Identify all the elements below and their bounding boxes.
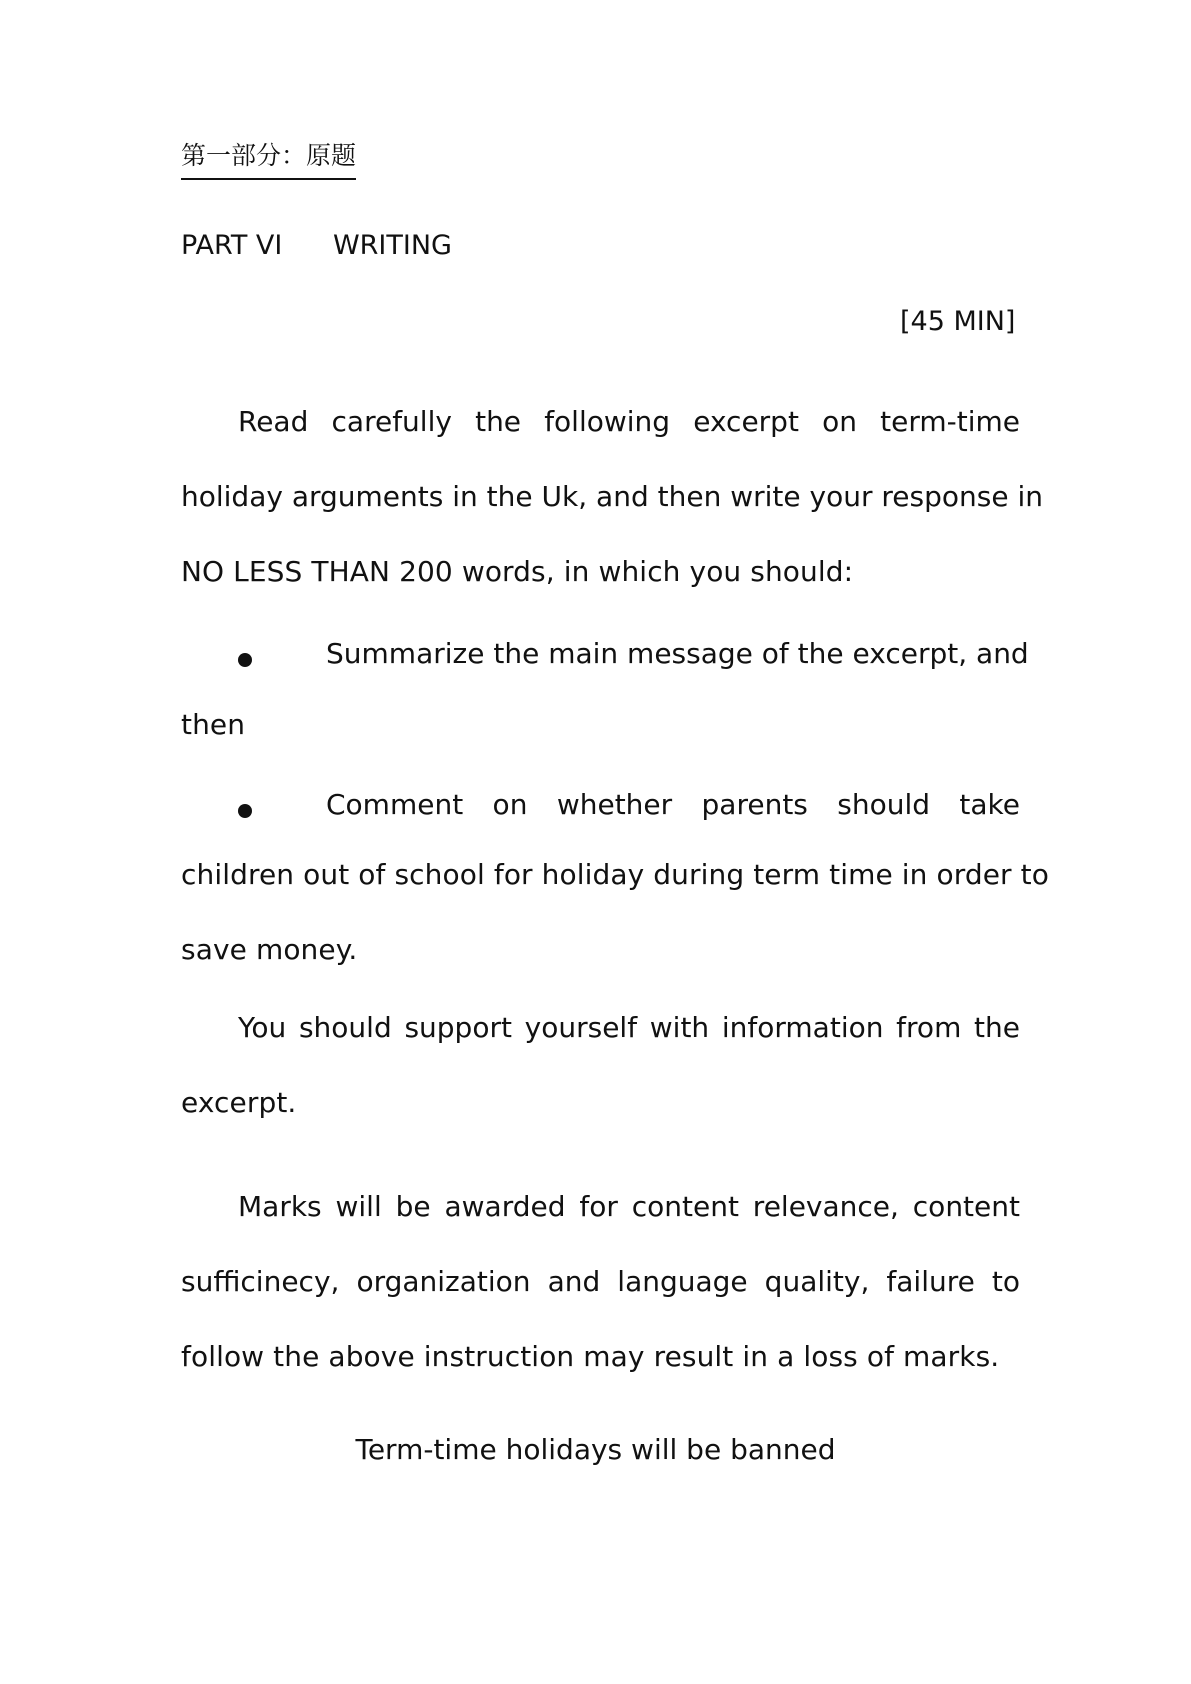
marks-line-2: sufficinecy, organization and language quality, failure to — [181, 1265, 1020, 1298]
bullet-text-line-2: then — [181, 708, 246, 741]
support-line-1: You should support yourself with information from the — [238, 1011, 1020, 1044]
bullet-text-line-3: save money. — [181, 933, 358, 966]
section-heading: 第一部分：原题 — [181, 136, 356, 180]
part-label: PART VI — [181, 230, 283, 261]
instructions-line-1: Read carefully the following excerpt on term-time — [238, 405, 1020, 438]
marks-line-1: Marks will be awarded for content relevance, content — [238, 1190, 1020, 1223]
bullet-text-line-1: Summarize the main message of the excerpt, and — [326, 637, 1029, 670]
instructions-line-3: NO LESS THAN 200 words, in which you should: — [181, 555, 854, 588]
article-title: Term-time holidays will be banned — [355, 1433, 836, 1466]
bullet-text-line-1: Comment on whether parents should take — [326, 788, 1020, 821]
bullet-text-line-2: children out of school for holiday during term time in order to — [181, 858, 1049, 891]
time-limit: [45 MIN] — [900, 306, 1016, 337]
support-line-2: excerpt. — [181, 1086, 297, 1119]
instructions-line-2: holiday arguments in the Uk, and then write your response in — [181, 480, 1043, 513]
bullet-icon — [238, 804, 252, 818]
part-header — [181, 230, 452, 261]
bullet-icon — [238, 653, 252, 667]
part-title: WRITING — [332, 230, 452, 261]
marks-line-3: follow the above instruction may result in a loss of marks. — [181, 1340, 1000, 1373]
